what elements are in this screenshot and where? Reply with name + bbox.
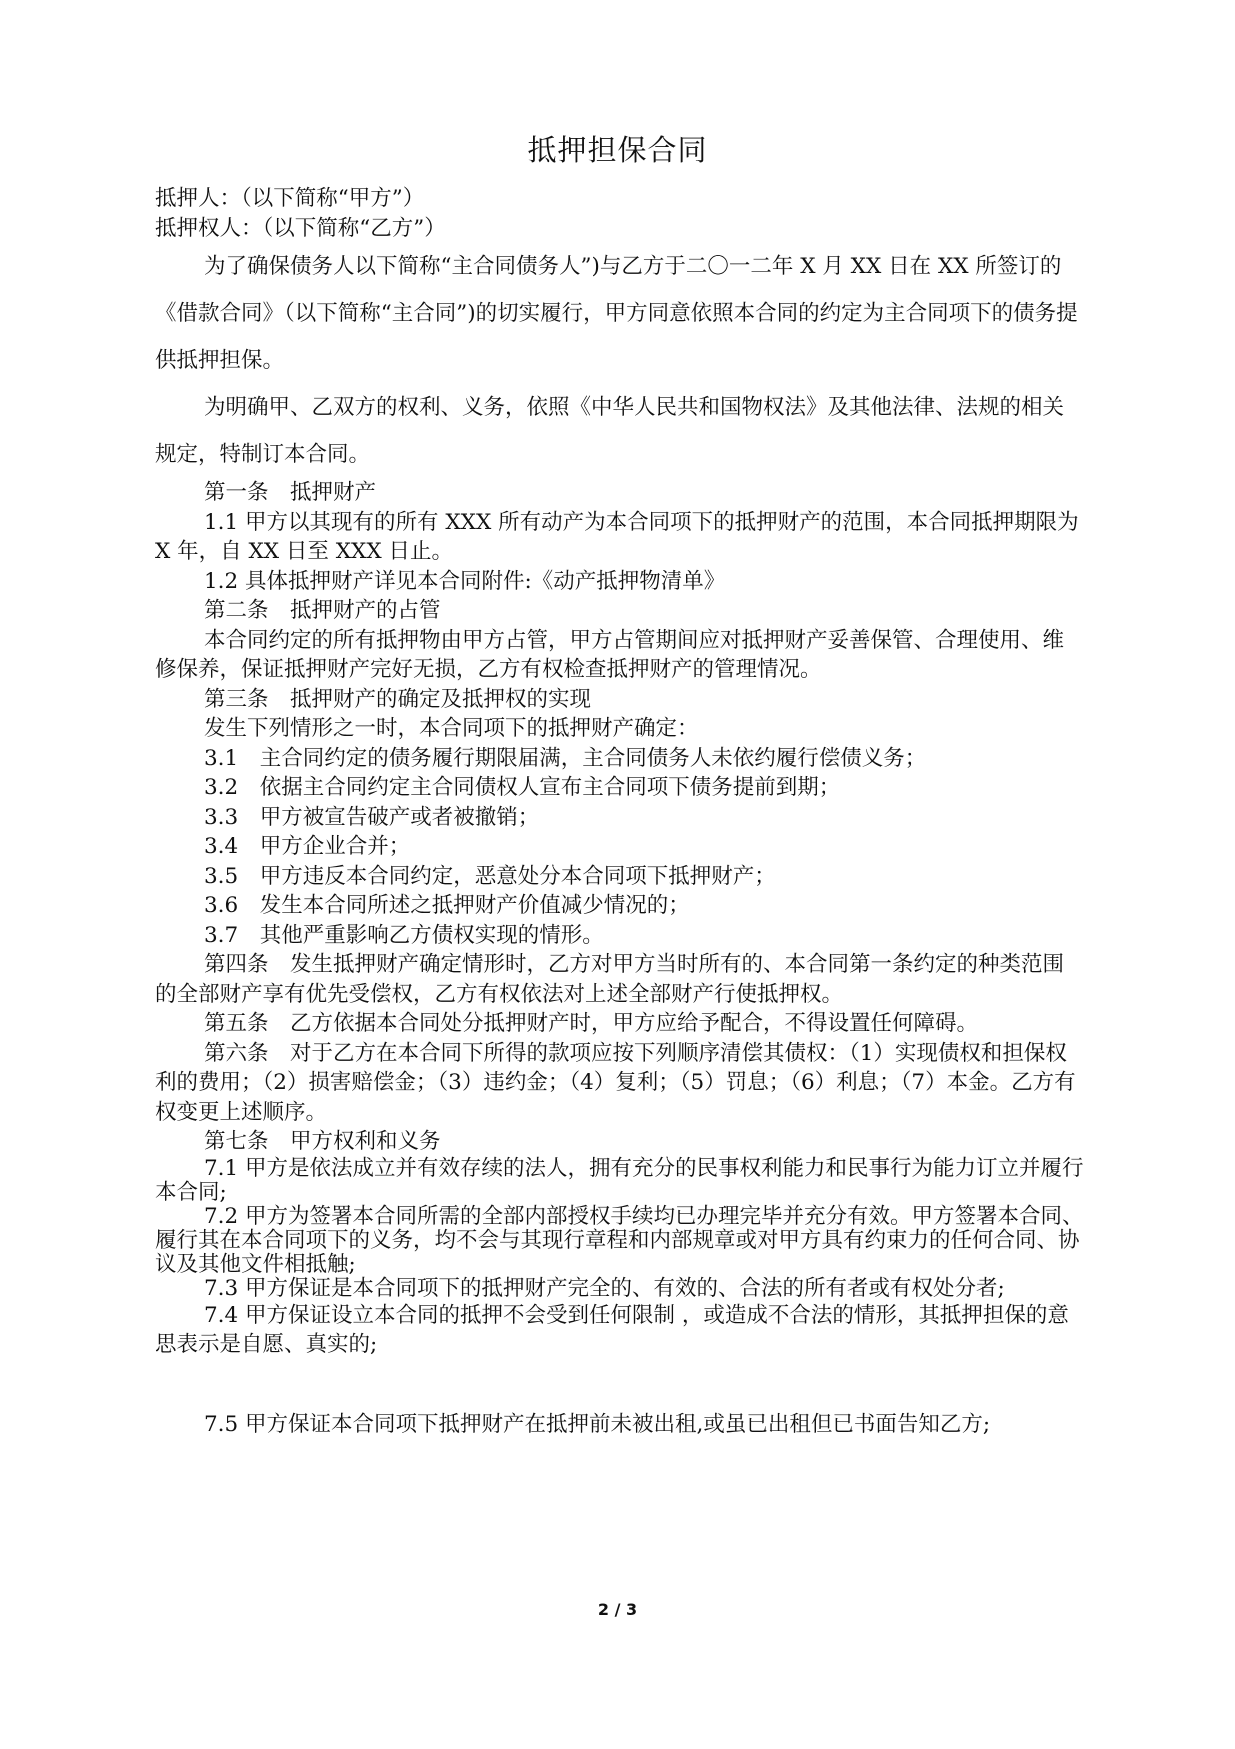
clause: 3.3 甲方被宣告破产或者被撤销； [204,804,540,830]
article-body: 本合同约定的所有抵押物由甲方占管，甲方占管期间应对抵押财产妥善保管、合理使用、维修保养，保证抵押财产完好无损，乙方有权检查抵押财产的管理情况。 [155,627,1065,682]
mortgagee-line: 抵押权人：（以下简称“乙方”） [155,215,446,241]
clause: 3.2 依据主合同约定主合同债权人宣布主合同项下债务提前到期； [204,775,841,800]
article-heading: 第二条 抵押财产的占管 [204,598,441,623]
page-number: 2 / 3 [597,1600,638,1619]
clause: 7.4 甲方保证设立本合同的抵押不会受到任何限制 ，或造成不合法的情形，其抵押担保的意思表示是自愿、真实的; [155,1302,1069,1357]
document-body [155,184,1085,1439]
article-5: 第五条 乙方依据本合同处分抵押财产时，甲方应给予配合，不得设置任何障碍。 [204,1011,979,1036]
preamble-paragraph: 为明确甲、乙双方的权利、义务，依照《中华人民共和国物权法》及其他法律、法规的相关规定，特制订本合同。 [155,395,1065,467]
clause: 7.5 甲方保证本合同项下抵押财产在抵押前未被出租,或虽已出租但已书面告知乙方; [204,1411,991,1437]
clause: 3.6 发生本合同所述之抵押财产价值减少情况的； [204,893,690,918]
article-intro: 发生下列情形之一时，本合同项下的抵押财产确定： [204,716,699,741]
preamble-paragraph: 为了确保债务人以下简称“主合同债务人”)与乙方于二〇一二年 X 月 XX 日在 XX 所签订的《借款合同》（以下简称“主合同”)的切实履行，甲方同意依照本合同的约定为主合同项下的债务提供抵押担保。 [155,254,1078,373]
mortgagor-line: 抵押人：（以下简称“甲方”） [155,186,425,211]
clause: 7.3 甲方保证是本合同项下的抵押财产完全的、有效的、合法的所有者或有权处分者; [204,1275,1005,1301]
document-title: 抵押担保合同 [527,133,708,167]
clause: 3.4 甲方企业合并； [204,834,411,859]
clause: 3.7 其他严重影响乙方债权实现的情形。 [204,922,604,948]
clause: 3.5 甲方违反本合同约定，恶意处分本合同项下抵押财产； [204,863,776,889]
article-heading: 第三条 抵押财产的确定及抵押权的实现 [204,686,592,712]
article-heading: 第七条 甲方权利和义务 [204,1129,441,1154]
article-heading: 第一条 抵押财产 [204,480,377,505]
article-4: 第四条 发生抵押财产确定情形时，乙方对甲方当时所有的、本合同第一条约定的种类范围的全部财产享有优先受偿权，乙方有权依法对上述全部财产行使抵押权。 [155,952,1065,1007]
clause: 7.1 甲方是依法成立并有效存续的法人，拥有充分的民事权利能力和民事行为能力订立并履行本合同; [155,1155,1084,1205]
clause: 3.1 主合同约定的债务履行期限届满，主合同债务人未依约履行偿债义务； [204,745,927,771]
clause: 7.2 甲方为签署本合同所需的全部内部授权手续均已办理完毕并充分有效。甲方签署本合同、履行其在本合同项下的义务，均不会与其现行章程和内部规章或对甲方具有约束力的任何合同、协议及其他文件相抵触; [155,1203,1084,1277]
clause: 1.1 甲方以其现有的所有 XXX 所有动产为本合同项下的抵押财产的范围，本合同抵押期限为 X 年，自 XX 日至 XXX 日止。 [155,509,1079,564]
clause: 1.2 具体抵押财产详见本合同附件:《动产抵押物清单》 [204,568,726,594]
article-6: 第六条 对于乙方在本合同下所得的款项应按下列顺序清偿其债权：（1）实现债权和担保权利的费用；（2）损害赔偿金；（3）违约金；（4）复利；（5）罚息；（6）利息；（7）本金。乙方有权变更上述顺序。 [155,1040,1076,1125]
